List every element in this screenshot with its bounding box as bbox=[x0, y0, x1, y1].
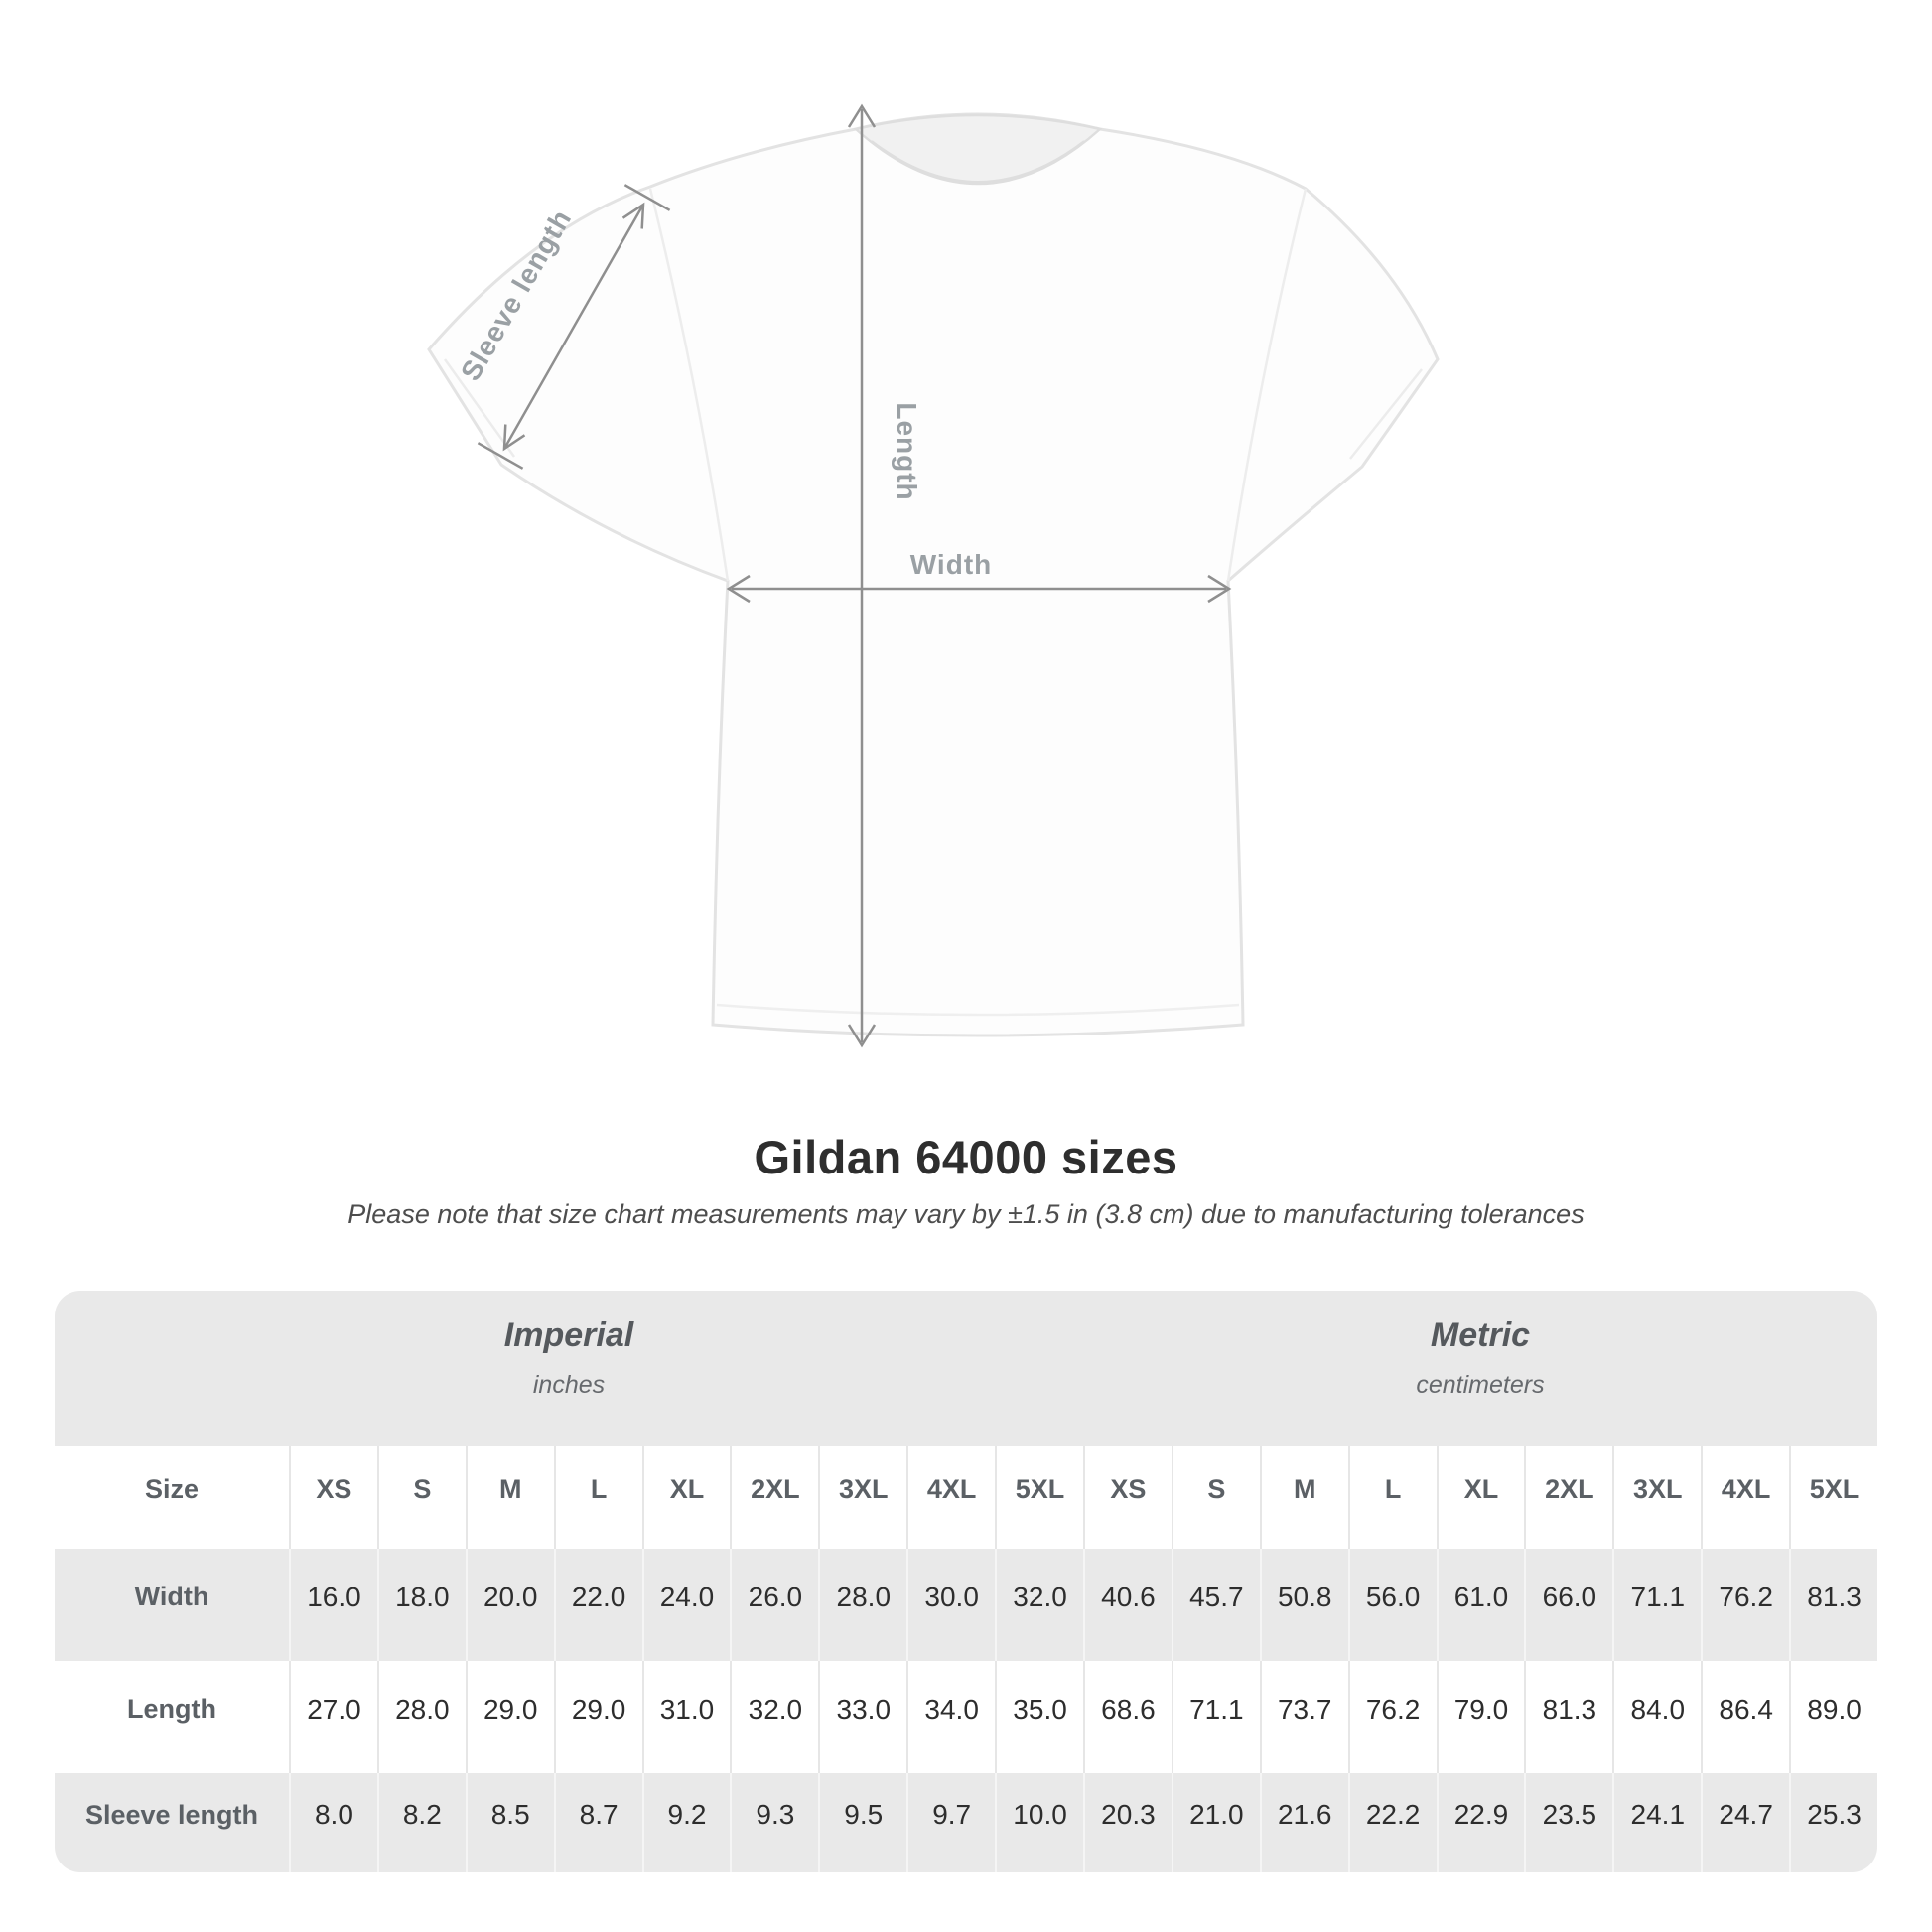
width-imperial-s: 18.0 bbox=[377, 1549, 466, 1661]
metric-unit-header bbox=[1083, 1291, 1877, 1446]
sleeve-length-imperial-xs: 8.0 bbox=[289, 1773, 377, 1872]
sleeve-length-metric-s: 21.0 bbox=[1172, 1773, 1260, 1872]
size-header-imperial-3xl: 3XL bbox=[818, 1446, 906, 1549]
length-metric-l: 76.2 bbox=[1348, 1661, 1437, 1773]
sleeve-length-imperial-m: 8.5 bbox=[466, 1773, 554, 1872]
sleeve-length-imperial-2xl: 9.3 bbox=[730, 1773, 818, 1872]
sleeve-length-imperial-3xl: 9.5 bbox=[818, 1773, 906, 1872]
length-metric-3xl: 84.0 bbox=[1612, 1661, 1701, 1773]
imperial-label: Imperial bbox=[503, 1316, 634, 1354]
sleeve-length-imperial-xl: 9.2 bbox=[642, 1773, 731, 1872]
length-imperial-m: 29.0 bbox=[466, 1661, 554, 1773]
width-metric-l: 56.0 bbox=[1348, 1549, 1437, 1661]
size-header-metric-l: L bbox=[1348, 1446, 1437, 1549]
heading-block bbox=[0, 1132, 1932, 1230]
length-imperial-l: 29.0 bbox=[554, 1661, 642, 1773]
width-imperial-4xl: 30.0 bbox=[906, 1549, 995, 1661]
sleeve-length-metric-l: 22.2 bbox=[1348, 1773, 1437, 1872]
metric-unit-label: centimeters bbox=[1416, 1371, 1545, 1399]
imperial-unit-header bbox=[55, 1291, 1083, 1446]
row-label-length: Length bbox=[55, 1661, 289, 1773]
size-table bbox=[55, 1291, 1877, 1872]
size-header-metric-xl: XL bbox=[1437, 1446, 1525, 1549]
sleeve-length-metric-xl: 22.9 bbox=[1437, 1773, 1525, 1872]
width-imperial-m: 20.0 bbox=[466, 1549, 554, 1661]
width-imperial-3xl: 28.0 bbox=[818, 1549, 906, 1661]
sleeve-length-metric-3xl: 24.1 bbox=[1612, 1773, 1701, 1872]
width-metric-4xl: 76.2 bbox=[1701, 1549, 1789, 1661]
width-metric-5xl: 81.3 bbox=[1789, 1549, 1877, 1661]
sleeve-length-imperial-5xl: 10.0 bbox=[995, 1773, 1083, 1872]
width-imperial-l: 22.0 bbox=[554, 1549, 642, 1661]
size-header-imperial-2xl: 2XL bbox=[730, 1446, 818, 1549]
size-header-metric-3xl: 3XL bbox=[1612, 1446, 1701, 1549]
size-header-imperial-xs: XS bbox=[289, 1446, 377, 1549]
size-header-imperial-4xl: 4XL bbox=[906, 1446, 995, 1549]
row-label-width: Width bbox=[55, 1549, 289, 1661]
sleeve-length-metric-2xl: 23.5 bbox=[1524, 1773, 1612, 1872]
imperial-unit-label: inches bbox=[532, 1371, 606, 1399]
length-imperial-xs: 27.0 bbox=[289, 1661, 377, 1773]
length-metric-2xl: 81.3 bbox=[1524, 1661, 1612, 1773]
length-metric-s: 71.1 bbox=[1172, 1661, 1260, 1773]
size-header-metric-4xl: 4XL bbox=[1701, 1446, 1789, 1549]
size-header-imperial-l: L bbox=[554, 1446, 642, 1549]
sleeve-length-metric-5xl: 25.3 bbox=[1789, 1773, 1877, 1872]
length-imperial-3xl: 33.0 bbox=[818, 1661, 906, 1773]
page-subtitle: Please note that size chart measurements may vary by ±1.5 in (3.8 cm) due to manufacturing tolerances bbox=[347, 1199, 1585, 1229]
size-header-imperial-m: M bbox=[466, 1446, 554, 1549]
size-header-imperial-xl: XL bbox=[642, 1446, 731, 1549]
length-metric-m: 73.7 bbox=[1260, 1661, 1348, 1773]
length-imperial-s: 28.0 bbox=[377, 1661, 466, 1773]
width-metric-3xl: 71.1 bbox=[1612, 1549, 1701, 1661]
width-imperial-2xl: 26.0 bbox=[730, 1549, 818, 1661]
width-label: Width bbox=[909, 549, 993, 580]
size-column-header: Size bbox=[55, 1446, 289, 1549]
length-metric-4xl: 86.4 bbox=[1701, 1661, 1789, 1773]
length-metric-xl: 79.0 bbox=[1437, 1661, 1525, 1773]
row-label-sleeve-length: Sleeve length bbox=[55, 1773, 289, 1872]
sleeve-length-metric-xs: 20.3 bbox=[1083, 1773, 1172, 1872]
width-imperial-5xl: 32.0 bbox=[995, 1549, 1083, 1661]
size-header-metric-xs: XS bbox=[1083, 1446, 1172, 1549]
length-imperial-4xl: 34.0 bbox=[906, 1661, 995, 1773]
size-header-metric-2xl: 2XL bbox=[1524, 1446, 1612, 1549]
width-metric-xl: 61.0 bbox=[1437, 1549, 1525, 1661]
size-header-imperial-5xl: 5XL bbox=[995, 1446, 1083, 1549]
size-header-metric-m: M bbox=[1260, 1446, 1348, 1549]
sleeve-length-label: Sleeve length bbox=[454, 204, 578, 386]
sleeve-length-metric-m: 21.6 bbox=[1260, 1773, 1348, 1872]
length-imperial-xl: 31.0 bbox=[642, 1661, 731, 1773]
page-title: Gildan 64000 sizes bbox=[754, 1131, 1178, 1183]
width-imperial-xs: 16.0 bbox=[289, 1549, 377, 1661]
metric-label: Metric bbox=[1430, 1316, 1531, 1354]
length-metric-5xl: 89.0 bbox=[1789, 1661, 1877, 1773]
sleeve-length-metric-4xl: 24.7 bbox=[1701, 1773, 1789, 1872]
length-imperial-5xl: 35.0 bbox=[995, 1661, 1083, 1773]
width-metric-s: 45.7 bbox=[1172, 1549, 1260, 1661]
sleeve-length-imperial-l: 8.7 bbox=[554, 1773, 642, 1872]
length-imperial-2xl: 32.0 bbox=[730, 1661, 818, 1773]
size-header-metric-s: S bbox=[1172, 1446, 1260, 1549]
size-header-metric-5xl: 5XL bbox=[1789, 1446, 1877, 1549]
width-metric-xs: 40.6 bbox=[1083, 1549, 1172, 1661]
sleeve-length-imperial-s: 8.2 bbox=[377, 1773, 466, 1872]
sleeve-length-imperial-4xl: 9.7 bbox=[906, 1773, 995, 1872]
width-imperial-xl: 24.0 bbox=[642, 1549, 731, 1661]
length-label: Length bbox=[892, 402, 922, 501]
width-metric-2xl: 66.0 bbox=[1524, 1549, 1612, 1661]
width-metric-m: 50.8 bbox=[1260, 1549, 1348, 1661]
length-metric-xs: 68.6 bbox=[1083, 1661, 1172, 1773]
size-header-imperial-s: S bbox=[377, 1446, 466, 1549]
